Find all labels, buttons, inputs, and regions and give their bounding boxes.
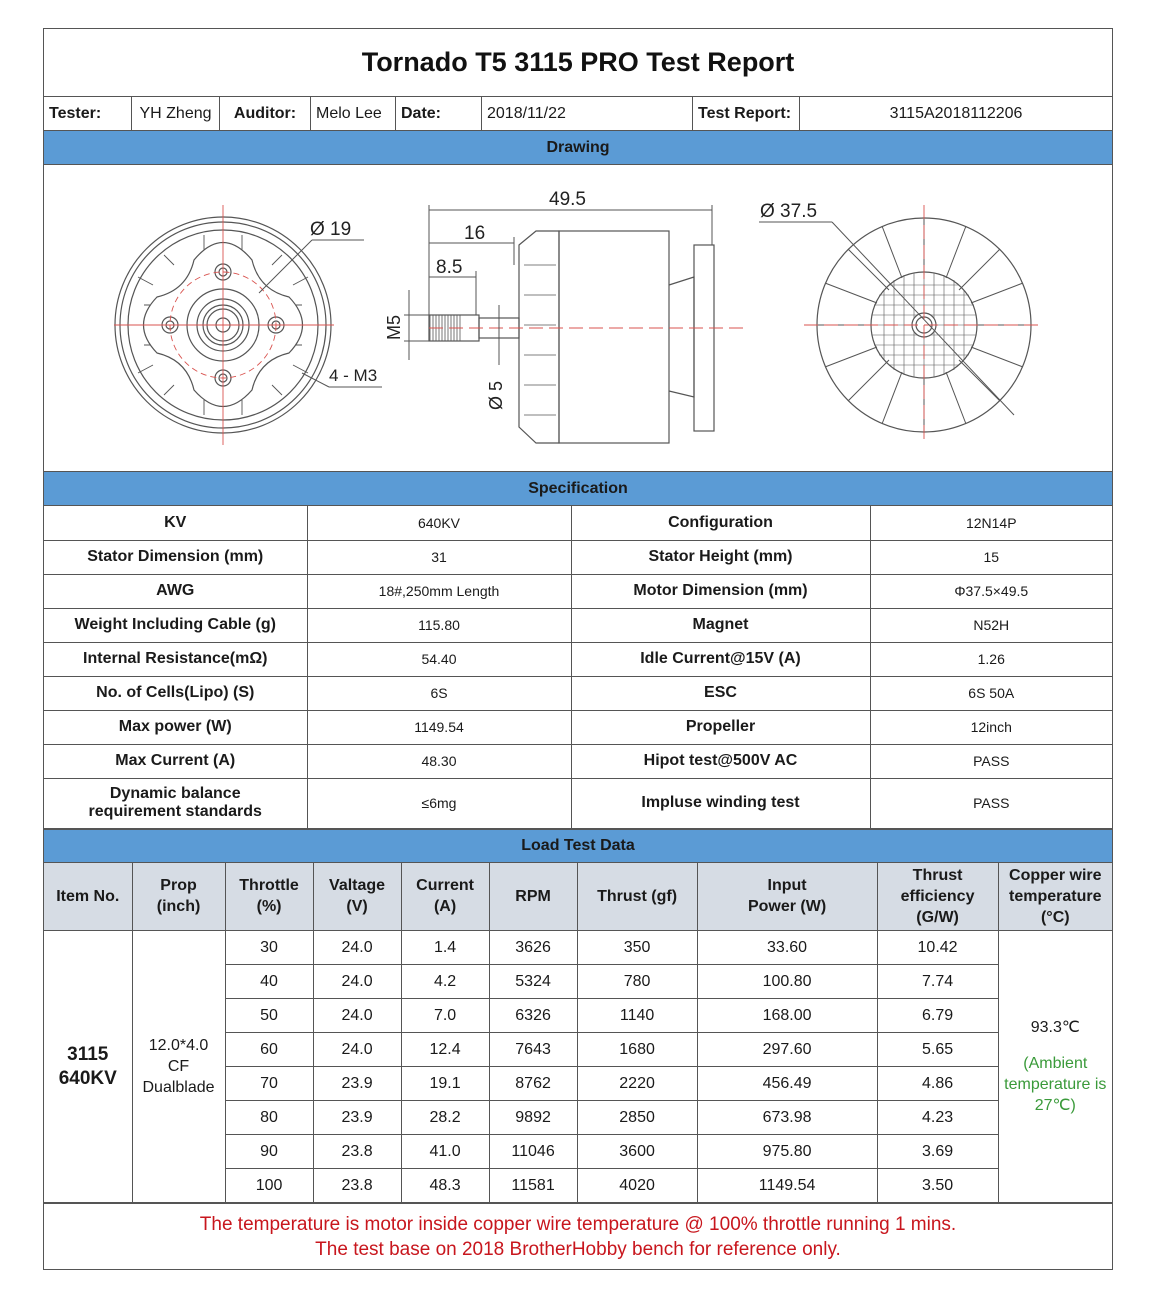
- power-cell: 100.80: [697, 965, 877, 999]
- spec-key: Max power (W): [44, 710, 307, 744]
- spec-key: ESC: [571, 676, 870, 710]
- spec-value: N52H: [870, 608, 1112, 642]
- total-length-label: 49.5: [549, 189, 586, 210]
- thrust-cell: 1140: [577, 999, 697, 1033]
- auditor-value: Melo Lee: [311, 97, 396, 130]
- col-throttle: Throttle (%): [225, 863, 313, 931]
- throttle-cell: 80: [225, 1101, 313, 1135]
- throttle-cell: 40: [225, 965, 313, 999]
- spec-key: Hipot test@500V AC: [571, 744, 870, 778]
- spec-row: [44, 506, 1112, 540]
- shaft-length-label: 16: [464, 223, 486, 244]
- footer-line-1: The temperature is motor inside copper wire temperature @ 100% throttle running 1 mins.: [199, 1213, 957, 1235]
- spec-key: Internal Resistance(mΩ): [44, 642, 307, 676]
- voltage-cell: 23.8: [313, 1169, 401, 1203]
- col-prop: Prop (inch): [132, 863, 225, 931]
- spec-value: 12N14P: [870, 506, 1112, 540]
- mount-holes-label: 4 - M3: [329, 366, 378, 385]
- thrust-cell: 4020: [577, 1169, 697, 1203]
- spec-key: Max Current (A): [44, 744, 307, 778]
- current-cell: 12.4: [401, 1033, 489, 1067]
- spec-value: 640KV: [307, 506, 571, 540]
- efficiency-cell: 7.74: [877, 965, 998, 999]
- current-cell: 28.2: [401, 1101, 489, 1135]
- spec-key: Propeller: [571, 710, 870, 744]
- thread-size-label: M5: [384, 314, 404, 340]
- power-cell: 975.80: [697, 1135, 877, 1169]
- col-voltage: Valtage (V): [313, 863, 401, 931]
- table-row: [44, 931, 1112, 965]
- thrust-cell: 1680: [577, 1033, 697, 1067]
- spec-value: 54.40: [307, 642, 571, 676]
- section-load-test: Load Test Data: [44, 829, 1112, 863]
- spec-key: Weight Including Cable (g): [44, 608, 307, 642]
- spec-value: Φ37.5×49.5: [870, 574, 1112, 608]
- rpm-cell: 9892: [489, 1101, 577, 1135]
- power-cell: 673.98: [697, 1101, 877, 1135]
- power-cell: 456.49: [697, 1067, 877, 1101]
- voltage-cell: 24.0: [313, 1033, 401, 1067]
- spec-row: [44, 540, 1112, 574]
- power-cell: 33.60: [697, 931, 877, 965]
- spec-value: 6S 50A: [870, 676, 1112, 710]
- thread-length-label: 8.5: [436, 257, 463, 278]
- meta-row: [44, 97, 1112, 131]
- col-efficiency: Thrust efficiency (G/W): [877, 863, 998, 931]
- efficiency-cell: 6.79: [877, 999, 998, 1033]
- spec-value: 1.26: [870, 642, 1112, 676]
- motor-drawing: [44, 165, 1112, 472]
- rpm-cell: 11581: [489, 1169, 577, 1203]
- temperature-cell: [998, 931, 1112, 1203]
- spec-key: KV: [44, 506, 307, 540]
- specification-table: [44, 506, 1112, 829]
- throttle-cell: 100: [225, 1169, 313, 1203]
- motor-drawing-svg: [44, 165, 1112, 472]
- spec-row: [44, 710, 1112, 744]
- load-test-table: [44, 863, 1112, 1204]
- efficiency-cell: 4.23: [877, 1101, 998, 1135]
- throttle-cell: 90: [225, 1135, 313, 1169]
- throttle-cell: 30: [225, 931, 313, 965]
- spec-value: ≤6mg: [307, 778, 571, 828]
- body-diameter-label: Ø 37.5: [760, 201, 818, 222]
- current-cell: 48.3: [401, 1169, 489, 1203]
- rpm-cell: 3626: [489, 931, 577, 965]
- voltage-cell: 23.9: [313, 1067, 401, 1101]
- thrust-cell: 2220: [577, 1067, 697, 1101]
- spec-key: Impluse winding test: [571, 778, 870, 828]
- current-cell: 19.1: [401, 1067, 489, 1101]
- power-cell: 297.60: [697, 1033, 877, 1067]
- power-cell: 168.00: [697, 999, 877, 1033]
- power-cell: 1149.54: [697, 1169, 877, 1203]
- footer-line-2: The test base on 2018 BrotherHobby bench for reference only.: [315, 1238, 841, 1260]
- col-temperature: Copper wire temperature (°C): [998, 863, 1112, 931]
- rpm-cell: 8762: [489, 1067, 577, 1101]
- col-rpm: RPM: [489, 863, 577, 931]
- rear-view-dimensions: [759, 222, 1014, 415]
- spec-row: [44, 574, 1112, 608]
- rpm-cell: 6326: [489, 999, 577, 1033]
- spec-value: PASS: [870, 778, 1112, 828]
- spec-row: [44, 744, 1112, 778]
- shaft-diameter-label: Ø 5: [486, 380, 506, 410]
- spec-row: [44, 778, 1112, 828]
- front-view-centerlines: [114, 205, 334, 445]
- col-input-power: Input Power (W): [697, 863, 877, 931]
- thrust-cell: 3600: [577, 1135, 697, 1169]
- col-current: Current (A): [401, 863, 489, 931]
- spec-value: 115.80: [307, 608, 571, 642]
- rpm-cell: 5324: [489, 965, 577, 999]
- efficiency-cell: 5.65: [877, 1033, 998, 1067]
- voltage-cell: 23.9: [313, 1101, 401, 1135]
- col-thrust: Thrust (gf): [577, 863, 697, 931]
- temperature-value: 93.3℃: [1030, 1019, 1080, 1036]
- side-view-drawing: [429, 231, 714, 443]
- thrust-cell: 2850: [577, 1101, 697, 1135]
- load-test-header-row: [44, 863, 1112, 931]
- spec-value: PASS: [870, 744, 1112, 778]
- spec-value: 12inch: [870, 710, 1112, 744]
- efficiency-cell: 3.69: [877, 1135, 998, 1169]
- report-label: Test Report:: [693, 97, 800, 130]
- spec-value: 1149.54: [307, 710, 571, 744]
- ambient-note: (Ambient temperature is 27℃): [1004, 1055, 1107, 1114]
- spec-value: 31: [307, 540, 571, 574]
- spec-key: Dynamic balance requirement standards: [44, 778, 307, 828]
- throttle-cell: 60: [225, 1033, 313, 1067]
- efficiency-cell: 3.50: [877, 1169, 998, 1203]
- spec-row: [44, 642, 1112, 676]
- footer-note: [44, 1203, 1112, 1269]
- spec-key: AWG: [44, 574, 307, 608]
- voltage-cell: 23.8: [313, 1135, 401, 1169]
- spec-key: Magnet: [571, 608, 870, 642]
- throttle-cell: 70: [225, 1067, 313, 1101]
- section-drawing: Drawing: [44, 131, 1112, 165]
- item-number: 3115 640KV: [44, 931, 132, 1203]
- spec-value: 18#,250mm Length: [307, 574, 571, 608]
- current-cell: 4.2: [401, 965, 489, 999]
- spec-row: [44, 608, 1112, 642]
- rpm-cell: 11046: [489, 1135, 577, 1169]
- spec-key: Idle Current@15V (A): [571, 642, 870, 676]
- date-value: 2018/11/22: [482, 97, 693, 130]
- current-cell: 41.0: [401, 1135, 489, 1169]
- voltage-cell: 24.0: [313, 931, 401, 965]
- efficiency-cell: 10.42: [877, 931, 998, 965]
- section-specification: Specification: [44, 472, 1112, 506]
- report-number: 3115A2018112206: [889, 104, 1023, 122]
- current-cell: 1.4: [401, 931, 489, 965]
- thrust-cell: 780: [577, 965, 697, 999]
- auditor-label: Auditor:: [220, 97, 311, 130]
- spec-row: [44, 676, 1112, 710]
- date-label: Date:: [396, 97, 482, 130]
- efficiency-cell: 4.86: [877, 1067, 998, 1101]
- spec-value: 15: [870, 540, 1112, 574]
- test-report: [43, 28, 1113, 1270]
- front-diameter-label: Ø 19: [310, 219, 352, 240]
- rpm-cell: 7643: [489, 1033, 577, 1067]
- tester-label: Tester:: [44, 97, 132, 130]
- voltage-cell: 24.0: [313, 999, 401, 1033]
- spec-value: 6S: [307, 676, 571, 710]
- spec-key: Motor Dimension (mm): [571, 574, 870, 608]
- spec-key: Stator Dimension (mm): [44, 540, 307, 574]
- col-item-no: Item No.: [44, 863, 132, 931]
- tester-value: YH Zheng: [132, 97, 220, 130]
- throttle-cell: 50: [225, 999, 313, 1033]
- spec-key: Configuration: [571, 506, 870, 540]
- spec-value: 48.30: [307, 744, 571, 778]
- voltage-cell: 24.0: [313, 965, 401, 999]
- report-title: Tornado T5 3115 PRO Test Report: [44, 29, 1112, 97]
- thrust-cell: 350: [577, 931, 697, 965]
- prop-spec: 12.0*4.0 CF Dualblade: [132, 931, 225, 1203]
- spec-key: Stator Height (mm): [571, 540, 870, 574]
- current-cell: 7.0: [401, 999, 489, 1033]
- spec-key: No. of Cells(Lipo) (S): [44, 676, 307, 710]
